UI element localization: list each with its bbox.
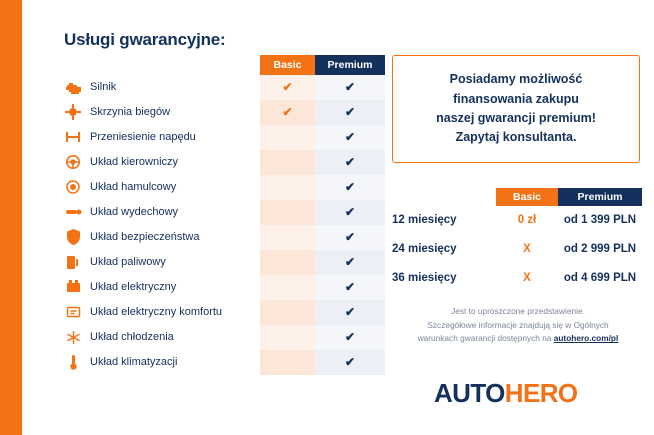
- promo-line-2: finansowania zakupu: [453, 91, 579, 106]
- disclaimer-line-2: Szczegółowe informacje znajdują się w Ogólnych: [427, 319, 609, 330]
- premium-mark: ✔: [344, 205, 356, 219]
- service-label: Układ paliwowy: [90, 256, 166, 268]
- table-row: [60, 225, 370, 250]
- left-accent-bar: [0, 0, 22, 435]
- column-header-premium: Premium: [315, 55, 385, 75]
- basic-mark: [260, 350, 315, 375]
- gearbox-icon: [64, 103, 82, 121]
- premium-mark: ✔: [344, 305, 356, 319]
- warranty-table-body: [60, 75, 370, 375]
- premium-mark: ✔: [344, 330, 356, 344]
- service-label: Układ elektryczny: [90, 281, 177, 293]
- basic-mark: ✔: [282, 105, 293, 119]
- service-label: Układ hamulcowy: [90, 181, 177, 193]
- table-row: [60, 150, 370, 175]
- basic-mark: [260, 175, 315, 200]
- table-row: [60, 175, 370, 200]
- promo-line-4: Zapytaj konsultanta.: [455, 130, 577, 145]
- service-label: Układ kierowniczy: [90, 156, 179, 168]
- promo-line-1: Posiadamy możliwość: [449, 72, 583, 87]
- financing-promo-box: [392, 55, 640, 163]
- fuel-icon: [64, 253, 82, 271]
- steering-icon: [64, 153, 82, 171]
- premium-mark: ✔: [344, 230, 356, 244]
- basic-mark: [260, 250, 315, 275]
- service-label: Układ chłodzenia: [90, 331, 174, 343]
- electrical-icon: [64, 278, 82, 296]
- basic-mark: [260, 200, 315, 225]
- table-row: [60, 300, 370, 325]
- comfort-electrics-icon: [64, 303, 82, 321]
- safety-icon: [64, 228, 82, 246]
- drivetrain-icon: [64, 128, 82, 146]
- pricing-basic-value: X: [523, 272, 531, 284]
- engine-icon: [64, 78, 82, 96]
- service-label: Układ elektryczny komfortu: [90, 306, 223, 318]
- pricing-premium-value: od 2 999 PLN: [563, 243, 637, 255]
- premium-mark: ✔: [344, 80, 356, 94]
- service-label: Skrzynia biegów: [90, 106, 171, 118]
- page-title: Usługi gwarancyjne:: [64, 30, 226, 49]
- service-label: Układ wydechowy: [90, 206, 179, 218]
- cooling-icon: [64, 328, 82, 346]
- table-row: [60, 100, 370, 125]
- pricing-term: 12 miesięcy: [392, 214, 457, 226]
- pricing-row: [392, 235, 642, 264]
- basic-mark: [260, 225, 315, 250]
- service-label: Układ klimatyzacji: [90, 356, 178, 368]
- basic-mark: [260, 125, 315, 150]
- service-label: Przeniesienie napędu: [90, 131, 196, 143]
- pricing-row: [392, 206, 642, 235]
- terms-link[interactable]: autohero.com/pl: [553, 333, 619, 344]
- pricing-table: [392, 188, 642, 293]
- pricing-term: 24 miesięcy: [392, 243, 457, 255]
- disclaimer-line-1: Jest to uproszczone przedstawienie.: [451, 306, 585, 316]
- table-row: [60, 250, 370, 275]
- premium-mark: ✔: [344, 180, 356, 194]
- service-label: Układ bezpieczeństwa: [90, 231, 200, 243]
- autohero-logo: [434, 378, 578, 409]
- pricing-column-header-premium: Premium: [558, 188, 642, 206]
- pricing-basic-value: 0 zł: [517, 214, 537, 226]
- logo-auto-text: AUTO: [434, 378, 505, 408]
- table-row: [60, 275, 370, 300]
- warranty-table: [60, 55, 373, 375]
- table-row: [60, 325, 370, 350]
- basic-mark: ✔: [282, 80, 293, 94]
- basic-mark: [260, 325, 315, 350]
- premium-mark: ✔: [344, 105, 356, 119]
- disclaimer: [392, 305, 644, 346]
- pricing-premium-value: od 4 699 PLN: [563, 272, 637, 284]
- warranty-table-header: [60, 55, 373, 75]
- table-row: [60, 350, 370, 375]
- premium-mark: ✔: [344, 355, 356, 369]
- column-header-basic: Basic: [260, 55, 315, 75]
- promo-line-3: naszej gwarancji premium!: [436, 111, 596, 125]
- premium-mark: ✔: [344, 280, 356, 294]
- climate-icon: [64, 353, 82, 371]
- table-row: [60, 75, 370, 100]
- pricing-table-header: [392, 188, 642, 206]
- pricing-row: [392, 264, 642, 293]
- premium-mark: ✔: [344, 255, 356, 269]
- table-row: [60, 125, 370, 150]
- logo-hero-text: HERO: [504, 378, 578, 408]
- service-label: Silnik: [90, 81, 117, 93]
- premium-mark: ✔: [344, 130, 356, 144]
- pricing-term: 36 miesięcy: [392, 272, 457, 284]
- brake-icon: [64, 178, 82, 196]
- pricing-basic-value: X: [523, 243, 531, 255]
- premium-mark: ✔: [344, 155, 356, 169]
- basic-mark: [260, 275, 315, 300]
- pricing-premium-value: od 1 399 PLN: [563, 214, 637, 226]
- pricing-column-header-basic: Basic: [496, 188, 558, 206]
- disclaimer-line-3: warunkach gwarancji dostępnych na: [417, 333, 554, 344]
- content-area: [42, 0, 654, 435]
- basic-mark: [260, 300, 315, 325]
- basic-mark: [260, 150, 315, 175]
- table-row: [60, 200, 370, 225]
- exhaust-icon: [64, 203, 82, 221]
